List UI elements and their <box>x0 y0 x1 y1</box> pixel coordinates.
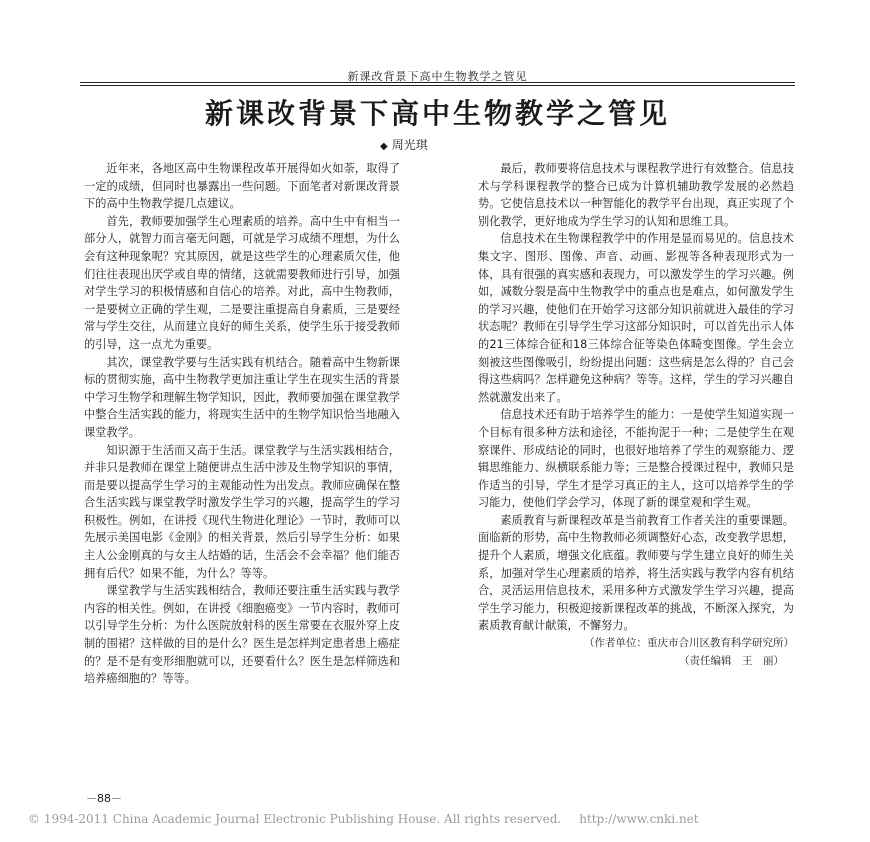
paragraph: 素质教育与新课程改革是当前教育工作者关注的重要课题。面临新的形势，高中生物教师必须调整好心态，改变教学思想，提升个人素质，增强文化底蕴。教师要与学生建立良好的师生关系，加强对学生心理素质的培养，将生活实践与教学内容有机结合，灵活运用信息技术，采用多种方式激发学生学习兴趣，提高学生学习能力，积极迎接新课程改革的挑战，不断深入探究，为素质教育献计献策，不懈努力。 <box>478 513 794 633</box>
copyright-text: © 1994-2011 China Academic Journal Electronic Publishing House. All rights reserved. <box>28 812 562 826</box>
paragraph: 课堂教学与生活实践相结合，教师还要注重生活实践与教学内容的相关性。例如，在讲授《细胞癌变》一节内容时，教师可以引导学生分析：为什么医院放射科的医生常要在衣服外穿上皮制的围裙？这样做的目的是什么？医生是怎样判定患者患上癌症的？是不是有变形细胞就可以，还要看什么？医生是怎样筛选和培养癌细胞的？等等。 <box>84 584 400 686</box>
author-name: 周光琪 <box>391 138 428 152</box>
paragraph: 首先，教师要加强学生心理素质的培养。高中生中有相当一部分人，就智力而言毫无问题，可就是学习成绩不理想，为什么会有这种现象呢？究其原因，就是这些学生的心理素质欠佳，他们往往表现出厌学或自卑的情绪，这就需要教师进行引导，加强对学生学习的积极情感和自信心的培养。对此，高中生物教师，一是要树立正确的学生观，二是要注重提高自身素质，三是要经常与学生交往，从而建立良好的师生关系，使学生乐于接受教师的引导，这一点尤为重要。 <box>84 214 400 351</box>
footer-url: http://www.cnki.net <box>579 812 699 826</box>
author-unit: （作者单位：重庆市合川区教育科学研究所） <box>584 637 794 650</box>
header-rule-double <box>80 85 795 86</box>
header-rule <box>80 82 795 83</box>
page-number: －88－ <box>86 792 122 805</box>
right-column <box>478 160 794 670</box>
paragraph: 知识源于生活而又高于生活。课堂教学与生活实践相结合，并非只是教师在课堂上随便讲点生活中涉及生物学知识的事情，而是要以提高学生学习的主观能动性为出发点。教师应确保在整合生活实践与课堂教学时激发学生学习的兴趣，提高学生的学习积极性。例如，在讲授《现代生物进化理论》一节时，教师可以先展示美国电影《金刚》的相关背景，然后引导学生分析：如果主人公金刚真的与女主人结婚的话，生活会不会幸福？他们能否拥有后代？如果不能，为什么？等等。 <box>84 443 400 580</box>
paragraph: 近年来，各地区高中生物课程改革开展得如火如荼，取得了一定的成绩，但同时也暴露出一些问题。下面笔者对新课改背景下的高中生物教学提几点建议。 <box>84 162 400 211</box>
diamond-bullet-icon: ◆ <box>380 141 388 152</box>
responsible-editor: （责任编辑 王 丽） <box>679 654 784 667</box>
copyright-footer <box>28 812 848 826</box>
paragraph: 最后，教师要将信息技术与课程教学进行有效整合。信息技术与学科课程教学的整合已成为计算机辅助教学发展的必然趋势。它使信息技术以一种智能化的教学平台出现，真正实现了个别化教学，更好地成为学生学习的认知和思维工具。 <box>478 162 794 228</box>
running-head: 新课改背景下高中生物教学之管见 <box>347 70 528 83</box>
author-line <box>380 136 540 153</box>
left-column <box>84 160 400 688</box>
paragraph: 信息技术还有助于培养学生的能力：一是使学生知道实现一个目标有很多种方法和途径，不能拘泥于一种；二是使学生在观察课件、形成结论的同时，也很好地培养了学生的观察能力、逻辑思维能力、纵横联系能力等；三是整合授课过程中，教师只是作适当的引导，学生才是学习真正的主人，这可以培养学生的学习能力，使他们学会学习，体现了新的课堂观和学生观。 <box>478 408 794 510</box>
paragraph: 其次，课堂教学要与生活实践有机结合。随着高中生物新课标的贯彻实施，高中生物教学更加注重让学生在现实生活的背景中学习生物学和理解生物学知识，因此，教师要加强在课堂教学中整合生活实践的能力，将现实生活中的生物学知识恰当地融入课堂教学。 <box>84 355 400 439</box>
paragraph: 信息技术在生物课程教学中的作用是显而易见的。信息技术集文字、图形、图像、声音、动画、影视等各种表现形式为一体，具有很强的真实感和表现力，可以激发学生的学习兴趣。例如，减数分裂是高中生物教学中的重点也是难点，如何激发学生的学习兴趣，使他们在开始学习这部分知识前就进入最佳的学习状态呢？教师在引导学生学习这部分知识时，可以首先出示人体的21三体综合征和18三体综合征等染色体畸变图像。学生会立刻被这些图像吸引，纷纷提出问题：这些病是怎么得的？自己会得这些病吗？怎样避免这种病？等等。这样，学生的学习兴趣自然就激发出来了。 <box>478 232 794 404</box>
article-title: 新课改背景下高中生物教学之管见 <box>204 97 670 130</box>
